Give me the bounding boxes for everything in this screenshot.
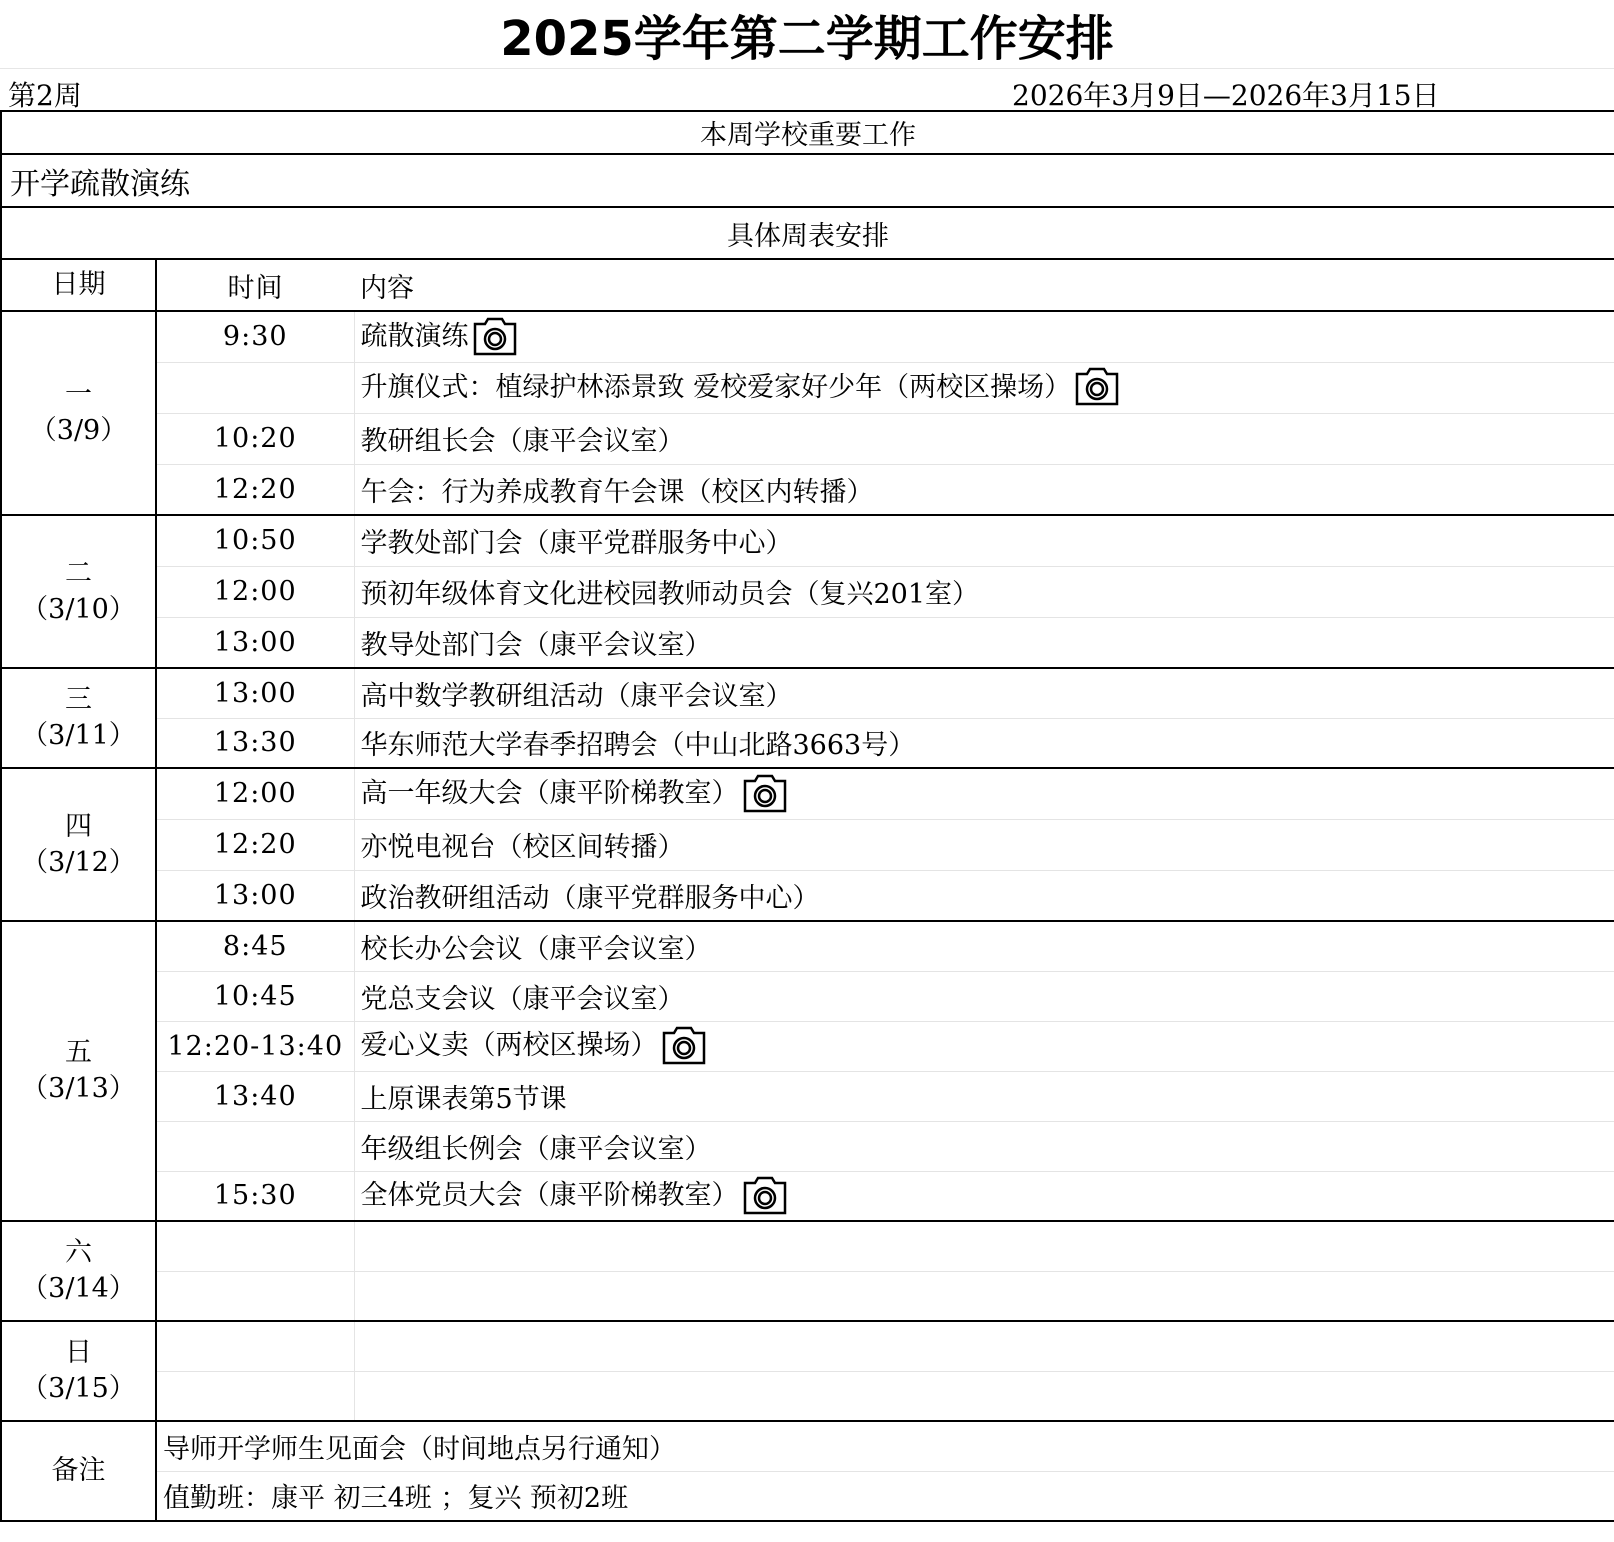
time-cell: 9:30 xyxy=(156,311,354,362)
content-cell xyxy=(354,311,1614,362)
note-line: 值勤班：康平 初三4班 ；复兴 预初2班 xyxy=(156,1471,1614,1521)
time-cell: 8:45 xyxy=(156,921,354,971)
day-date: （3/10） xyxy=(21,593,136,625)
table-row xyxy=(1,413,1614,464)
table-row xyxy=(1,566,1614,617)
content-cell xyxy=(354,971,1614,1021)
time-cell xyxy=(156,1271,354,1321)
time-cell: 13:00 xyxy=(156,668,354,718)
week-label: 第2周 xyxy=(8,79,82,112)
event-text: 疏散演练 xyxy=(360,321,469,352)
column-header-content: 内容 xyxy=(354,259,1614,311)
content-cell xyxy=(354,718,1614,768)
weekday-label: 二 xyxy=(65,557,92,589)
table-row xyxy=(1,1021,1614,1071)
day-date: （3/13） xyxy=(21,1073,136,1104)
table-row xyxy=(1,1071,1614,1121)
time-cell: 13:00 xyxy=(156,617,354,668)
key-work-header: 本周学校重要工作 xyxy=(1,111,1614,154)
camera-icon xyxy=(471,316,519,360)
day-cell xyxy=(1,668,156,768)
column-header-time: 时间 xyxy=(156,259,354,311)
week-info-row xyxy=(0,68,1614,110)
event-text: 预初年级体育文化进校园教师动员会（复兴201室） xyxy=(360,579,980,610)
content-cell xyxy=(354,1071,1614,1121)
notes-row xyxy=(1,1471,1614,1521)
weekday-label: 日 xyxy=(65,1337,92,1368)
table-row xyxy=(1,1271,1614,1321)
weekday-label: 五 xyxy=(65,1037,92,1068)
event-text: 年级组长例会（康平会议室） xyxy=(360,1133,712,1165)
event-text: 校长办公会议（康平会议室） xyxy=(360,933,712,965)
day-date: （3/11） xyxy=(21,720,136,751)
table-row xyxy=(1,1171,1614,1221)
time-cell xyxy=(156,1221,354,1271)
weekday-label: 四 xyxy=(65,810,92,842)
table-row xyxy=(1,870,1614,921)
event-text: 学教处部门会（康平党群服务中心） xyxy=(360,528,793,560)
column-header-date: 日期 xyxy=(1,259,156,311)
table-row xyxy=(1,617,1614,668)
time-cell: 12:20 xyxy=(156,464,354,515)
event-text: 高一年级大会（康平阶梯教室） xyxy=(360,778,739,809)
event-text: 教研组长会（康平会议室） xyxy=(360,426,685,457)
time-cell xyxy=(156,362,354,413)
table-row xyxy=(1,668,1614,718)
time-cell xyxy=(156,1371,354,1421)
time-cell xyxy=(156,1321,354,1371)
time-cell: 12:20 xyxy=(156,819,354,870)
time-cell: 10:50 xyxy=(156,515,354,566)
day-cell xyxy=(1,311,156,515)
content-cell xyxy=(354,1321,1614,1371)
weekday-label: 三 xyxy=(65,684,92,715)
weekday-label: 六 xyxy=(65,1237,92,1268)
day-cell xyxy=(1,921,156,1221)
content-cell xyxy=(354,362,1614,413)
content-cell xyxy=(354,515,1614,566)
day-date: （3/14） xyxy=(21,1273,136,1304)
day-cell xyxy=(1,1321,156,1421)
schedule-table xyxy=(0,110,1614,1522)
event-text: 教导处部门会（康平会议室） xyxy=(360,629,712,661)
event-text: 升旗仪式：植绿护林添景致 爱校爱家好少年（两校区操场） xyxy=(360,371,1072,403)
time-cell: 12:00 xyxy=(156,566,354,617)
content-cell xyxy=(354,768,1614,819)
content-cell xyxy=(354,1121,1614,1171)
event-text: 党总支会议（康平会议室） xyxy=(360,983,685,1015)
camera-icon xyxy=(741,1175,789,1219)
event-text: 上原课表第5节课 xyxy=(360,1083,567,1115)
content-cell xyxy=(354,1021,1614,1071)
camera-icon xyxy=(660,1025,708,1069)
day-cell xyxy=(1,768,156,921)
date-range: 2026年3月9日—2026年3月15日 xyxy=(1012,79,1440,112)
time-cell: 13:40 xyxy=(156,1071,354,1121)
key-work-item: 开学疏散演练 xyxy=(1,154,1614,207)
content-cell xyxy=(354,819,1614,870)
content-cell xyxy=(354,1271,1614,1321)
event-text: 全体党员大会（康平阶梯教室） xyxy=(360,1180,739,1211)
weekday-label: 一 xyxy=(65,379,92,410)
time-cell: 13:00 xyxy=(156,870,354,921)
table-row xyxy=(1,718,1614,768)
table-row xyxy=(1,362,1614,413)
content-cell xyxy=(354,668,1614,718)
content-cell xyxy=(354,617,1614,668)
time-cell: 10:20 xyxy=(156,413,354,464)
table-row xyxy=(1,768,1614,819)
event-text: 高中数学教研组活动（康平会议室） xyxy=(360,680,793,712)
note-line: 导师开学师生见面会（时间地点另行通知） xyxy=(156,1421,1614,1471)
day-date: （3/12） xyxy=(21,846,136,878)
table-row xyxy=(1,1221,1614,1271)
time-cell: 12:20-13:40 xyxy=(156,1021,354,1071)
event-text: 午会：行为养成教育午会课（校区内转播） xyxy=(360,476,874,508)
table-row xyxy=(1,971,1614,1021)
table-row xyxy=(1,819,1614,870)
time-cell xyxy=(156,1121,354,1171)
camera-icon xyxy=(741,773,789,817)
event-text: 政治教研组活动（康平党群服务中心） xyxy=(360,882,820,914)
content-cell xyxy=(354,1371,1614,1421)
event-text: 亦悦电视台（校区间转播） xyxy=(360,832,685,863)
table-row xyxy=(1,464,1614,515)
day-date: （3/9） xyxy=(29,415,128,446)
time-cell: 12:00 xyxy=(156,768,354,819)
day-date: （3/15） xyxy=(21,1373,136,1404)
table-row xyxy=(1,311,1614,362)
content-cell xyxy=(354,464,1614,515)
table-row xyxy=(1,921,1614,971)
event-text: 华东师范大学春季招聘会（中山北路3663号） xyxy=(360,730,916,762)
day-cell xyxy=(1,515,156,668)
table-row xyxy=(1,1321,1614,1371)
page-title: 2025学年第二学期工作安排 xyxy=(0,0,1614,69)
table-row xyxy=(1,515,1614,566)
content-cell xyxy=(354,921,1614,971)
day-cell xyxy=(1,1221,156,1321)
table-row xyxy=(1,1371,1614,1421)
table-row xyxy=(1,1121,1614,1171)
content-cell xyxy=(354,870,1614,921)
notes-row xyxy=(1,1421,1614,1471)
camera-icon xyxy=(1073,366,1121,410)
schedule-header: 具体周表安排 xyxy=(1,207,1614,259)
content-cell xyxy=(354,413,1614,464)
content-cell xyxy=(354,1171,1614,1221)
content-cell xyxy=(354,1221,1614,1271)
notes-label: 备注 xyxy=(1,1421,156,1521)
time-cell: 13:30 xyxy=(156,718,354,768)
content-cell xyxy=(354,566,1614,617)
event-text: 爱心义卖（两校区操场） xyxy=(360,1030,658,1062)
time-cell: 10:45 xyxy=(156,971,354,1021)
time-cell: 15:30 xyxy=(156,1171,354,1221)
